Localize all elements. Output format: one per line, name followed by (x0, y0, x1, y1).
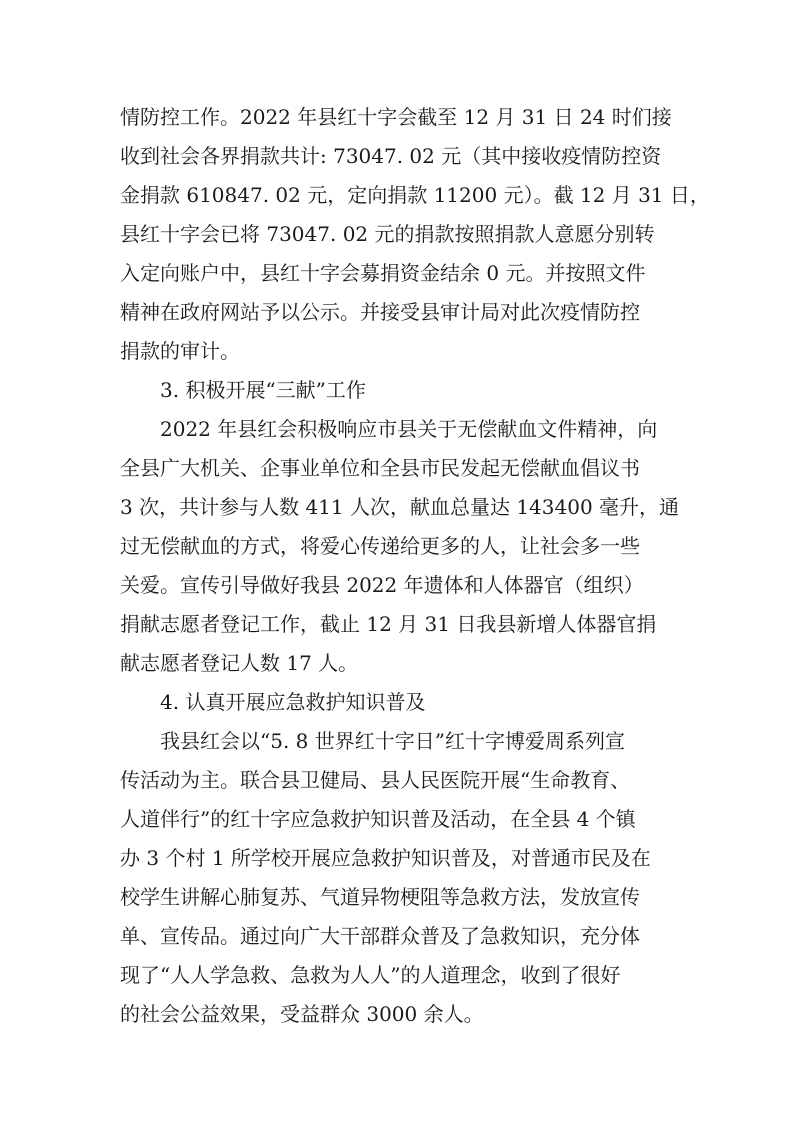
text-line: 献志愿者登记人数 17 人。 (120, 651, 359, 675)
text-line: 捐款的审计。 (120, 339, 240, 363)
text-line: 传活动为主。联合县卫健局、县人民医院开展“生命教育、 (120, 768, 631, 792)
text-line: 3 次，共计参与人数 411 人次，献血总量达 143400 毫升，通 (120, 495, 680, 519)
text-line: 金捐款 610847. 02 元，定向捐款 11200 元）。截 12 月 31 日， (120, 183, 710, 207)
paragraph-first-aid (120, 722, 676, 1034)
text-line: 捐献志愿者登记工作，截止 12 月 31 日我县新增人体器官捐 (120, 612, 657, 636)
text-line: 单、宣传品。通过向广大干部群众普及了急救知识，充分体 (120, 924, 640, 948)
text-line: 入定向账户中，县红十字会募捐资金结余 0 元。并按照文件 (120, 261, 646, 285)
text-line: 全县广大机关、企事业单位和全县市民发起无偿献血倡议书 (120, 456, 640, 480)
section-heading-3: 3. 积极开展“三献”工作 (160, 378, 366, 402)
text-line: 的社会公益效果，受益群众 3000 余人。 (120, 1002, 484, 1026)
section-heading-4: 4. 认真开展应急救护知识普及 (160, 690, 426, 714)
text-line: 精神在政府网站予以公示。并接受县审计局对此次疫情防控 (120, 300, 640, 324)
text-line: 校学生讲解心肺复苏、气道异物梗阻等急救方法，发放宣传 (120, 885, 640, 909)
text-line: 2022 年县红会积极响应市县关于无偿献血文件精神，向 (160, 417, 658, 441)
text-line: 情防控工作。2022 年县红十字会截至 12 月 31 日 24 时们接 (120, 105, 672, 129)
paragraph-donation (120, 98, 710, 371)
paragraph-blood-donation (120, 410, 680, 683)
text-line: 关爱。宣传引导做好我县 2022 年遗体和人体器官（组织） (120, 573, 644, 597)
text-line: 收到社会各界捐款共计: 73047. 02 元（其中接收疫情防控资 (120, 144, 662, 168)
text-line: 办 3 个村 1 所学校开展应急救护知识普及，对普通市民及在 (120, 846, 651, 870)
document-body (120, 98, 710, 1034)
text-line: 我县红会以“5. 8 世界红十字日”红十字博爱周系列宣 (160, 729, 625, 753)
text-line: 现了“人人学急救、急救为人人”的人道理念，收到了很好 (120, 963, 621, 987)
text-line: 过无偿献血的方式，将爱心传递给更多的人，让社会多一些 (120, 534, 640, 558)
text-line: 人道伴行”的红十字应急救护知识普及活动，在全县 4 个镇 (120, 807, 636, 831)
text-line: 县红十字会已将 73047. 02 元的捐款按照捐款人意愿分别转 (120, 222, 655, 246)
